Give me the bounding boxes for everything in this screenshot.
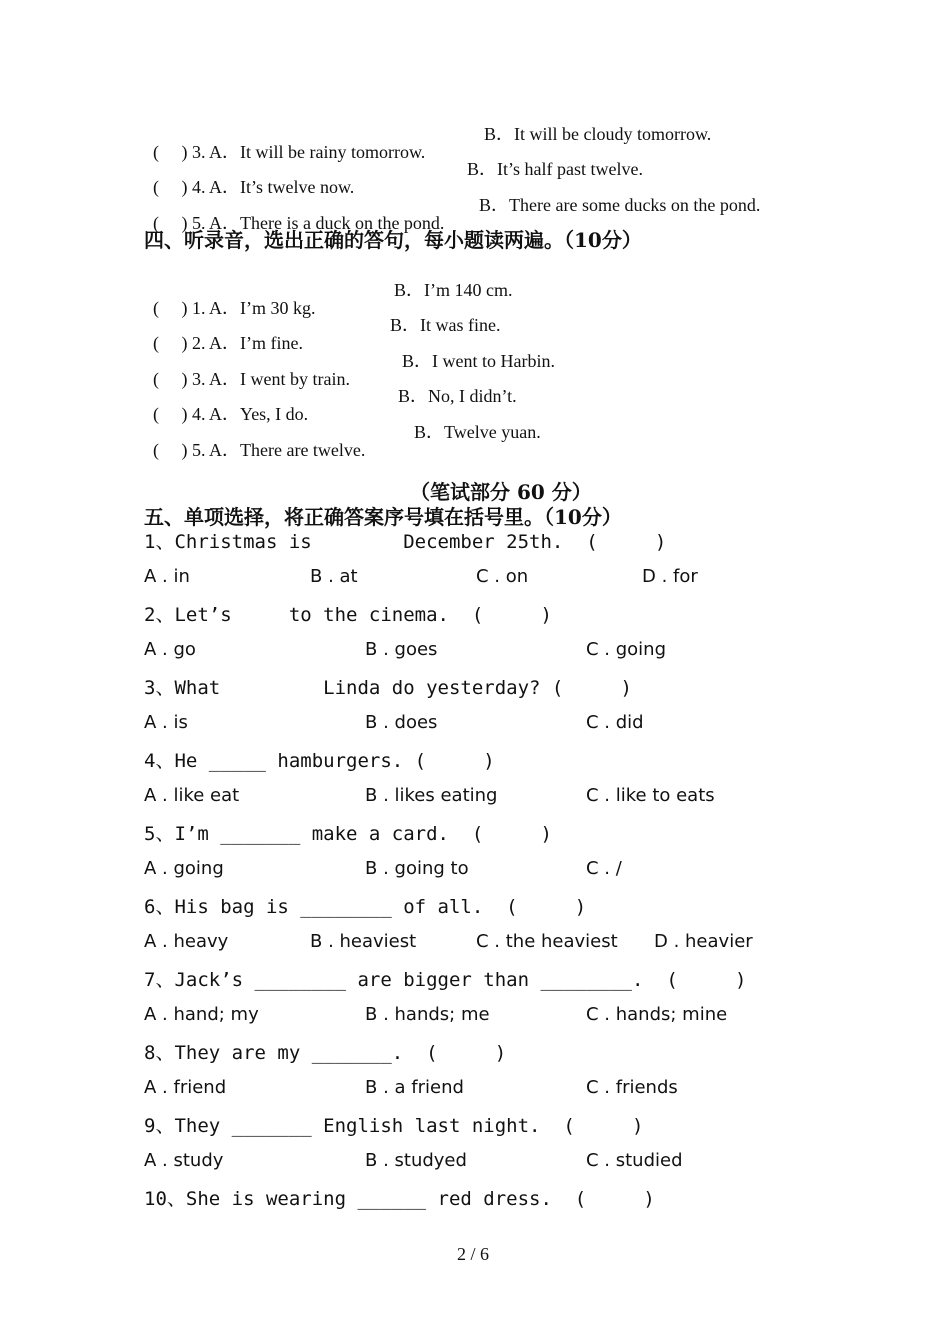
option-b: B．There are some ducks on the pond.	[479, 195, 761, 215]
option-c: C . /	[586, 858, 622, 879]
option-c: C . studied	[586, 1150, 683, 1171]
written-part-heading: （笔试部分 60 分）	[410, 480, 592, 504]
section5-title: 五、单项选择，将正确答案序号填在括号里。（10分）	[144, 505, 622, 529]
option-b: B . heaviest	[310, 931, 417, 952]
option-b: B . likes eating	[365, 785, 498, 806]
option-a: A . hand; my	[144, 1004, 259, 1025]
option-a: A . heavy	[144, 931, 229, 952]
question-text: ( ) 4. A．Yes, I do.	[153, 404, 309, 424]
option-b: B．It will be cloudy tomorrow.	[484, 124, 712, 144]
option-c: C . the heaviest	[476, 931, 618, 952]
question-9-options	[144, 1152, 844, 1174]
option-b: B . does	[365, 712, 438, 733]
page-number: 2 / 6	[457, 1244, 490, 1264]
question-text: ( ) 1. A．I’m 30 kg.	[153, 298, 316, 318]
question-6-stem: 6、His bag is ________ of all. ( )	[144, 896, 587, 918]
question-10-stem: 10、She is wearing ______ red dress. ( )	[144, 1188, 655, 1210]
option-b: B . hands; me	[365, 1004, 490, 1025]
question-9-stem: 9、They _______ English last night. ( )	[144, 1115, 644, 1137]
option-c: C . like to eats	[586, 785, 715, 806]
option-d: D . for	[642, 566, 698, 587]
option-b: B . going to	[365, 858, 469, 879]
option-b: B . at	[310, 566, 358, 587]
question-4-stem: 4、He _____ hamburgers. ( )	[144, 750, 495, 772]
option-c: C . going	[586, 639, 667, 660]
question-7-stem: 7、Jack’s ________ are bigger than ________. ( )	[144, 969, 747, 991]
option-a: A . go	[144, 639, 196, 660]
option-b: B . studyed	[365, 1150, 467, 1171]
question-4-options	[144, 787, 844, 809]
option-d: D . heavier	[654, 931, 753, 952]
question-text: ( ) 2. A．I’m fine.	[153, 333, 303, 353]
question-5-options	[144, 860, 844, 882]
option-c: C . did	[586, 712, 644, 733]
option-a: A . study	[144, 1150, 224, 1171]
question-6-options	[144, 933, 844, 955]
question-text: ( ) 4. A．It’s twelve now.	[153, 177, 355, 197]
question-3-options	[144, 714, 844, 736]
section4-q5	[144, 422, 541, 477]
option-a: A . going	[144, 858, 224, 879]
question-2-stem: 2、Let’s to the cinema. ( )	[144, 604, 552, 626]
option-b: B．It’s half past twelve.	[467, 159, 643, 179]
option-b: B．I went to Harbin.	[402, 351, 555, 371]
question-text: ( ) 3. A．It will be rainy tomorrow.	[153, 142, 426, 162]
question-7-options	[144, 1006, 844, 1028]
option-b: B．I’m 140 cm.	[394, 280, 513, 300]
option-c: C . on	[476, 566, 529, 587]
option-a: A . is	[144, 712, 188, 733]
question-text: ( ) 5. A．There are twelve.	[153, 440, 366, 460]
option-b: B．No, I didn’t.	[398, 386, 517, 406]
question-1-options	[144, 568, 844, 590]
question-2-options	[144, 641, 844, 663]
question-8-stem: 8、They are my _______. ( )	[144, 1042, 507, 1064]
question-5-stem: 5、I’m _______ make a card. ( )	[144, 823, 552, 845]
question-text: ( ) 3. A．I went by train.	[153, 369, 350, 389]
option-c: C . hands; mine	[586, 1004, 728, 1025]
question-8-options	[144, 1079, 844, 1101]
option-b: B．It was fine.	[390, 315, 501, 335]
option-a: A . in	[144, 566, 190, 587]
option-b: B . goes	[365, 639, 438, 660]
option-a: A . friend	[144, 1077, 227, 1098]
question-3-stem: 3、What Linda do yesterday? ( )	[144, 677, 632, 699]
option-a: A . like eat	[144, 785, 240, 806]
section4-title: 四、听录音，选出正确的答句，每小题读两遍。（10分）	[144, 228, 642, 252]
option-b: B . a friend	[365, 1077, 464, 1098]
option-c: C . friends	[586, 1077, 678, 1098]
question-1-stem: 1、Christmas is December 25th. ( )	[144, 531, 667, 553]
question-text: ( ) 5. A．There is a duck on the pond.	[153, 213, 445, 233]
option-b: B．Twelve yuan.	[414, 422, 541, 442]
